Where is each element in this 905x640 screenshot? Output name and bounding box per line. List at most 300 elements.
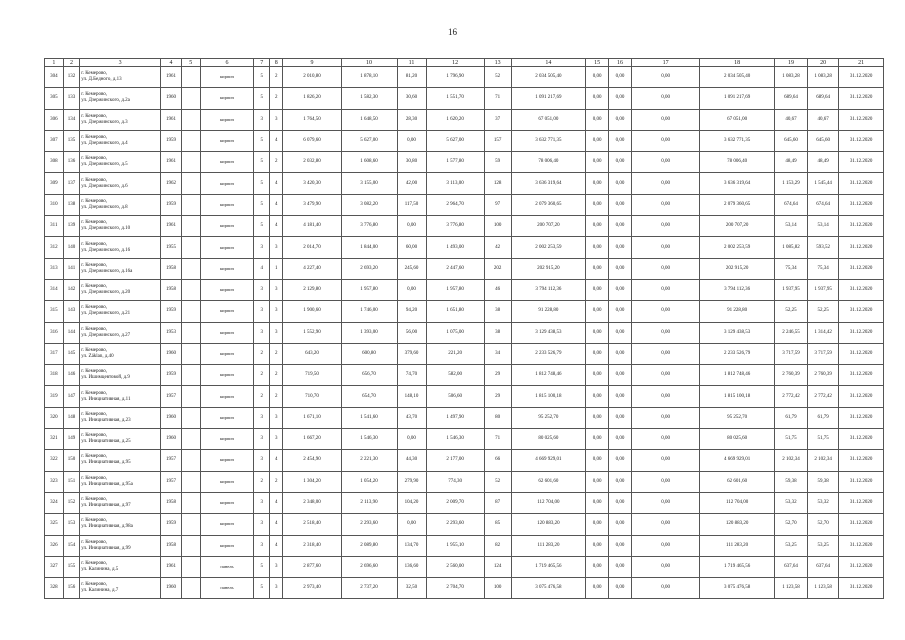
table-cell: 0,00 xyxy=(609,216,632,237)
address-cell xyxy=(80,407,161,428)
table-cell: 1 648,50 xyxy=(341,109,397,130)
table-cell: 53,32 xyxy=(808,492,839,513)
table-cell xyxy=(181,514,200,535)
table-cell: 2 xyxy=(254,365,270,386)
table-cell: 2 010,80 xyxy=(283,67,341,88)
table-cell: 1 083,28 xyxy=(808,67,839,88)
table-cell: 82 xyxy=(484,535,511,556)
address-city: г. Кемерово, xyxy=(81,156,108,162)
table-cell: 0,00 xyxy=(397,130,426,151)
table-cell: 1957 xyxy=(161,450,182,471)
table-cell: 42,00 xyxy=(397,173,426,194)
table-cell: 94,20 xyxy=(397,301,426,322)
table-cell: 151 xyxy=(63,471,80,492)
address-cell xyxy=(80,173,161,194)
table-cell: 78 006,40 xyxy=(700,152,775,173)
table-cell: 2 xyxy=(269,365,282,386)
table-cell: 2 xyxy=(269,386,282,407)
table-cell: 59,38 xyxy=(774,471,807,492)
table-cell: 97 xyxy=(484,194,511,215)
address-city: г. Кемерово, xyxy=(81,560,108,566)
table-cell: 5 xyxy=(254,152,270,173)
table-cell: 309 xyxy=(45,173,64,194)
table-cell: 3 776,80 xyxy=(426,216,484,237)
table-cell: 31.12.2020 xyxy=(839,492,884,513)
table-cell: 1961 xyxy=(161,152,182,173)
table-cell: 1 551,70 xyxy=(426,88,484,109)
table-cell: 1 957,80 xyxy=(341,279,397,300)
table-cell: 0,00 xyxy=(609,279,632,300)
column-number: 17 xyxy=(631,59,699,67)
table-cell: 2 079 360,65 xyxy=(700,194,775,215)
table-cell: 1 054,20 xyxy=(341,471,397,492)
table-cell: 3 xyxy=(254,514,270,535)
table-cell: 643,20 xyxy=(283,343,341,364)
address-city: г. Кемерово, xyxy=(81,390,108,396)
table-cell: 1960 xyxy=(161,343,182,364)
address-city: г. Кемерово, xyxy=(81,475,108,481)
table-cell: 0,00 xyxy=(631,322,699,343)
table-cell: 3 113,00 xyxy=(426,173,484,194)
address-street: ул. Дзержинского, д.2а xyxy=(81,98,130,104)
table-cell: 111 283,20 xyxy=(511,535,586,556)
table-cell: 1955 xyxy=(161,237,182,258)
table-cell: 1 815 100,18 xyxy=(511,386,586,407)
table-cell: 150 xyxy=(63,450,80,471)
table-cell: 656,70 xyxy=(341,365,397,386)
table-cell: 1961 xyxy=(161,109,182,130)
table-cell: 0,00 xyxy=(586,130,609,151)
table-cell: 308 xyxy=(45,152,64,173)
table-cell: 2 xyxy=(269,152,282,173)
column-number: 13 xyxy=(484,59,511,67)
table-cell: 1 812 748,46 xyxy=(700,365,775,386)
table-cell: 0,00 xyxy=(586,279,609,300)
table-cell xyxy=(181,237,200,258)
table-cell: 5 xyxy=(254,578,270,599)
address-cell xyxy=(80,556,161,577)
address-city: г. Кемерово, xyxy=(81,262,108,268)
table-row xyxy=(45,556,884,577)
table-cell xyxy=(181,429,200,450)
table-cell: кирпич xyxy=(200,365,254,386)
table-cell: 322 xyxy=(45,450,64,471)
table-cell: 0,00 xyxy=(586,429,609,450)
column-number: 5 xyxy=(181,59,200,67)
table-cell: 0,00 xyxy=(631,407,699,428)
table-cell: 139 xyxy=(63,216,80,237)
table-cell: 654,70 xyxy=(341,386,397,407)
table-cell: 0,00 xyxy=(609,386,632,407)
column-number: 9 xyxy=(283,59,341,67)
table-cell: 0,00 xyxy=(586,407,609,428)
table-cell: 2 233 526,79 xyxy=(511,343,586,364)
table-cell: 31.12.2020 xyxy=(839,429,884,450)
table-cell: 2 318,40 xyxy=(283,535,341,556)
address-city: г. Кемерово, xyxy=(81,284,108,290)
table-cell: 0,00 xyxy=(631,237,699,258)
table-cell: 0,00 xyxy=(609,152,632,173)
column-number: 16 xyxy=(609,59,632,67)
table-cell: 59,38 xyxy=(808,471,839,492)
table-cell: 132 xyxy=(63,67,80,88)
table-cell: 40,67 xyxy=(774,109,807,130)
table-cell: 34 xyxy=(484,343,511,364)
table-cell: 1 826,20 xyxy=(283,88,341,109)
table-cell: 593,52 xyxy=(808,237,839,258)
table-cell: 0,00 xyxy=(609,88,632,109)
table-cell: 3 xyxy=(254,450,270,471)
address-street: ул. Калинина, д.5 xyxy=(81,566,119,572)
table-cell: 148,10 xyxy=(397,386,426,407)
table-cell: 1 545,44 xyxy=(808,173,839,194)
address-city: г. Кемерово, xyxy=(81,348,108,353)
table-cell: 66 xyxy=(484,450,511,471)
table-cell: 4 xyxy=(269,492,282,513)
address-city: г. Кемерово, xyxy=(81,305,108,311)
table-cell: кирпич xyxy=(200,301,254,322)
table-cell: 1958 xyxy=(161,492,182,513)
table-cell: 1 091 217,69 xyxy=(511,88,586,109)
table-cell: 31.12.2020 xyxy=(839,173,884,194)
table-cell: 80 025,60 xyxy=(511,429,586,450)
table-cell: 327 xyxy=(45,556,64,577)
table-cell: 48,49 xyxy=(808,152,839,173)
table-cell: 38 xyxy=(484,322,511,343)
table-cell: 29 xyxy=(484,386,511,407)
table-cell: 1961 xyxy=(161,556,182,577)
table-cell: 1960 xyxy=(161,578,182,599)
table-cell: кирпич xyxy=(200,152,254,173)
table-cell: 91 228,80 xyxy=(700,301,775,322)
table-cell: 1958 xyxy=(161,279,182,300)
address-city: г. Кемерово, xyxy=(81,241,108,247)
table-cell xyxy=(181,450,200,471)
table-cell: 5 xyxy=(254,216,270,237)
table-cell: 2 102,34 xyxy=(774,450,807,471)
table-cell: 0,00 xyxy=(631,471,699,492)
address-city: г. Кемерово, xyxy=(81,369,108,375)
address-street: ул. Дзержинского, д.3 xyxy=(81,119,128,125)
table-cell: панель xyxy=(200,556,254,577)
table-cell: 2 772,42 xyxy=(774,386,807,407)
table-cell xyxy=(181,301,200,322)
table-cell: 0,00 xyxy=(631,152,699,173)
address-cell xyxy=(80,216,161,237)
table-cell: 1 957,80 xyxy=(426,279,484,300)
table-cell: 52,70 xyxy=(808,514,839,535)
table-cell: 317 xyxy=(45,343,64,364)
table-cell: 1 552,90 xyxy=(283,322,341,343)
table-cell: 202 915,20 xyxy=(700,258,775,279)
table-cell: 2 xyxy=(269,88,282,109)
table-cell: 31.12.2020 xyxy=(839,471,884,492)
table-cell xyxy=(181,386,200,407)
table-cell: 2 454,90 xyxy=(283,450,341,471)
table-cell: 0,00 xyxy=(586,322,609,343)
table-cell: 0,00 xyxy=(586,173,609,194)
table-cell: панель xyxy=(200,578,254,599)
table-cell: 1 937,95 xyxy=(808,279,839,300)
table-cell: 0,00 xyxy=(609,471,632,492)
table-cell: 1 900,60 xyxy=(283,301,341,322)
address-city: г. Кемерово, xyxy=(81,113,108,119)
table-cell: 0,00 xyxy=(586,471,609,492)
table-cell xyxy=(181,152,200,173)
table-cell: 51,75 xyxy=(808,429,839,450)
table-cell: 645,60 xyxy=(774,130,807,151)
table-cell: 145 xyxy=(63,343,80,364)
address-cell xyxy=(80,514,161,535)
table-cell: 4 xyxy=(269,173,282,194)
table-cell: 31.12.2020 xyxy=(839,152,884,173)
table-cell: 0,00 xyxy=(609,407,632,428)
table-cell: 31.12.2020 xyxy=(839,194,884,215)
table-cell: 316 xyxy=(45,322,64,343)
table-cell: 0,00 xyxy=(586,535,609,556)
table-cell: 31.12.2020 xyxy=(839,301,884,322)
address-street: ул. Дзержинского, д.10 xyxy=(81,226,131,232)
table-cell: кирпич xyxy=(200,109,254,130)
table-cell: 1960 xyxy=(161,429,182,450)
table-cell: 0,00 xyxy=(631,88,699,109)
address-cell xyxy=(80,365,161,386)
table-cell: 5 xyxy=(254,194,270,215)
table-cell: 313 xyxy=(45,258,64,279)
table-cell xyxy=(181,578,200,599)
table-cell: 148 xyxy=(63,407,80,428)
table-cell: 0,00 xyxy=(586,365,609,386)
table-cell: 120 883,20 xyxy=(511,514,586,535)
address-cell xyxy=(80,88,161,109)
table-cell: кирпич xyxy=(200,514,254,535)
table-cell: 1 608,60 xyxy=(341,152,397,173)
table-cell: 1 671,10 xyxy=(283,407,341,428)
table-cell: 71 xyxy=(484,88,511,109)
table-cell: 52,25 xyxy=(774,301,807,322)
table-cell: 674,64 xyxy=(808,194,839,215)
table-cell: 3 717,59 xyxy=(808,343,839,364)
address-city: г. Кемерово, xyxy=(81,135,108,141)
address-city: г. Кемерово, xyxy=(81,433,108,439)
table-cell: 52 xyxy=(484,67,511,88)
column-number: 1 xyxy=(45,59,64,67)
table-cell: 3 075 476,58 xyxy=(511,578,586,599)
table-cell: 2 002 253,59 xyxy=(700,237,775,258)
table-cell: кирпич xyxy=(200,407,254,428)
table-row xyxy=(45,258,884,279)
table-cell: 3 xyxy=(254,301,270,322)
table-row xyxy=(45,301,884,322)
table-cell: 71 xyxy=(484,429,511,450)
table-cell: 31.12.2020 xyxy=(839,450,884,471)
table-cell: кирпич xyxy=(200,173,254,194)
table-cell: 2 032,80 xyxy=(283,152,341,173)
address-street: ул. Дзержинского, д.16а xyxy=(81,268,133,274)
table-cell: 149 xyxy=(63,429,80,450)
table-cell: 2 760,39 xyxy=(774,365,807,386)
table-cell: кирпич xyxy=(200,450,254,471)
table-cell: 0,00 xyxy=(631,109,699,130)
address-street: ул. Калинина, д.7 xyxy=(81,588,119,594)
column-number: 10 xyxy=(341,59,397,67)
table-cell: 0,00 xyxy=(586,450,609,471)
table-cell: 0,00 xyxy=(631,386,699,407)
table-cell: 5 627,00 xyxy=(426,130,484,151)
table-cell: 31.12.2020 xyxy=(839,556,884,577)
table-row xyxy=(45,88,884,109)
column-number: 21 xyxy=(839,59,884,67)
table-cell: 124 xyxy=(484,556,511,577)
table-cell: кирпич xyxy=(200,471,254,492)
table-cell: 0,00 xyxy=(609,109,632,130)
address-street: ул. Дзержинского, д.5 xyxy=(81,162,128,168)
table-cell: 28,30 xyxy=(397,109,426,130)
table-cell: 100 xyxy=(484,216,511,237)
table-cell: 2 877,60 xyxy=(283,556,341,577)
table-cell: 2 102,34 xyxy=(808,450,839,471)
table-cell: 112 704,00 xyxy=(700,492,775,513)
column-number: 20 xyxy=(808,59,839,67)
table-cell: 2 xyxy=(269,343,282,364)
table-cell: 42 xyxy=(484,237,511,258)
table-cell: 31.12.2020 xyxy=(839,343,884,364)
address-street: ул. Ишимцевтовой, д.9 xyxy=(81,375,130,381)
table-cell: 4 xyxy=(269,450,282,471)
table-cell: 2 089,80 xyxy=(341,535,397,556)
table-cell: 0,00 xyxy=(631,343,699,364)
column-number: 7 xyxy=(254,59,270,67)
table-cell: 314 xyxy=(45,279,64,300)
column-number: 6 xyxy=(200,59,254,67)
table-row xyxy=(45,407,884,428)
table-cell: 0,00 xyxy=(586,301,609,322)
table-row xyxy=(45,578,884,599)
table-cell: 2 772,42 xyxy=(808,386,839,407)
table-cell: 140 xyxy=(63,237,80,258)
table-cell: 80 xyxy=(484,407,511,428)
table-cell: 0,00 xyxy=(631,365,699,386)
table-cell: 31.12.2020 xyxy=(839,386,884,407)
table-cell: 46 xyxy=(484,279,511,300)
table-cell: 1 844,00 xyxy=(341,237,397,258)
table-cell: 1 577,80 xyxy=(426,152,484,173)
table-cell: 674,64 xyxy=(774,194,807,215)
table-row xyxy=(45,365,884,386)
table-cell: 1 582,30 xyxy=(341,88,397,109)
table-cell: 0,00 xyxy=(586,109,609,130)
table-cell: 324 xyxy=(45,492,64,513)
table-cell: кирпич xyxy=(200,88,254,109)
table-cell: 3 794 112,36 xyxy=(511,279,586,300)
table-cell: 91 228,80 xyxy=(511,301,586,322)
table-cell: 307 xyxy=(45,130,64,151)
table-row xyxy=(45,237,884,258)
table-cell: 3 129 438,53 xyxy=(511,322,586,343)
table-row xyxy=(45,279,884,300)
table-cell: 4 xyxy=(254,258,270,279)
table-cell: 0,00 xyxy=(586,216,609,237)
table-cell: 0,00 xyxy=(609,556,632,577)
table-cell: 48,49 xyxy=(774,152,807,173)
table-cell: 3 717,59 xyxy=(774,343,807,364)
address-cell xyxy=(80,429,161,450)
address-city: г. Кемерово, xyxy=(81,177,108,183)
table-cell: 2 348,00 xyxy=(283,492,341,513)
address-cell xyxy=(80,130,161,151)
table-row xyxy=(45,130,884,151)
table-cell: 310 xyxy=(45,194,64,215)
table-cell: 62 601,60 xyxy=(700,471,775,492)
table-cell: 3 636 319,64 xyxy=(511,173,586,194)
table-cell: 719,50 xyxy=(283,365,341,386)
table-cell: 312 xyxy=(45,237,64,258)
table-cell: 0,00 xyxy=(631,194,699,215)
table-cell: 75,34 xyxy=(808,258,839,279)
table-cell: 0,00 xyxy=(397,429,426,450)
table-cell: 0,00 xyxy=(631,492,699,513)
table-cell: 323 xyxy=(45,471,64,492)
table-cell: 80 025,60 xyxy=(700,429,775,450)
address-street: ул. Инициативная, д.11 xyxy=(81,396,131,402)
table-row xyxy=(45,514,884,535)
table-cell xyxy=(181,322,200,343)
table-cell xyxy=(181,365,200,386)
table-cell: 1 764,50 xyxy=(283,109,341,130)
table-cell: 0,00 xyxy=(609,343,632,364)
address-cell xyxy=(80,258,161,279)
table-cell: 325 xyxy=(45,514,64,535)
table-cell: 60,00 xyxy=(397,237,426,258)
table-cell: 2 696,60 xyxy=(341,556,397,577)
table-row xyxy=(45,343,884,364)
table-cell: 2 129,80 xyxy=(283,279,341,300)
table-row xyxy=(45,322,884,343)
table-cell: 1 812 748,46 xyxy=(511,365,586,386)
table-cell: 4 669 929,01 xyxy=(700,450,775,471)
table-cell: 2 xyxy=(269,67,282,88)
table-cell: 6 079,60 xyxy=(283,130,341,151)
table-cell: 0,00 xyxy=(609,173,632,194)
table-cell: 0,00 xyxy=(586,194,609,215)
table-cell xyxy=(181,471,200,492)
address-city: г. Кемерово, xyxy=(81,411,108,417)
table-cell: 1958 xyxy=(161,258,182,279)
table-cell: 3 xyxy=(254,429,270,450)
table-cell: 3 xyxy=(254,407,270,428)
table-cell: 31.12.2020 xyxy=(839,365,884,386)
table-cell: 0,00 xyxy=(586,237,609,258)
address-cell xyxy=(80,109,161,130)
table-cell: 0,00 xyxy=(631,429,699,450)
table-cell: 279,90 xyxy=(397,471,426,492)
table-cell: 30,80 xyxy=(397,152,426,173)
table-cell: 2 009,70 xyxy=(426,492,484,513)
table-cell: 1961 xyxy=(161,67,182,88)
table-cell: 1959 xyxy=(161,301,182,322)
table-cell: 0,00 xyxy=(609,130,632,151)
table-cell: 1 796,90 xyxy=(426,67,484,88)
table-cell: 134,70 xyxy=(397,535,426,556)
table-cell: 582,00 xyxy=(426,365,484,386)
table-cell: 62 601,60 xyxy=(511,471,586,492)
table-cell: 0,00 xyxy=(609,322,632,343)
table-cell: 31.12.2020 xyxy=(839,88,884,109)
table-cell: 117,50 xyxy=(397,194,426,215)
table-cell: 2 246,55 xyxy=(774,322,807,343)
table-cell: 0,00 xyxy=(397,279,426,300)
table-cell: 3 776,80 xyxy=(341,216,397,237)
